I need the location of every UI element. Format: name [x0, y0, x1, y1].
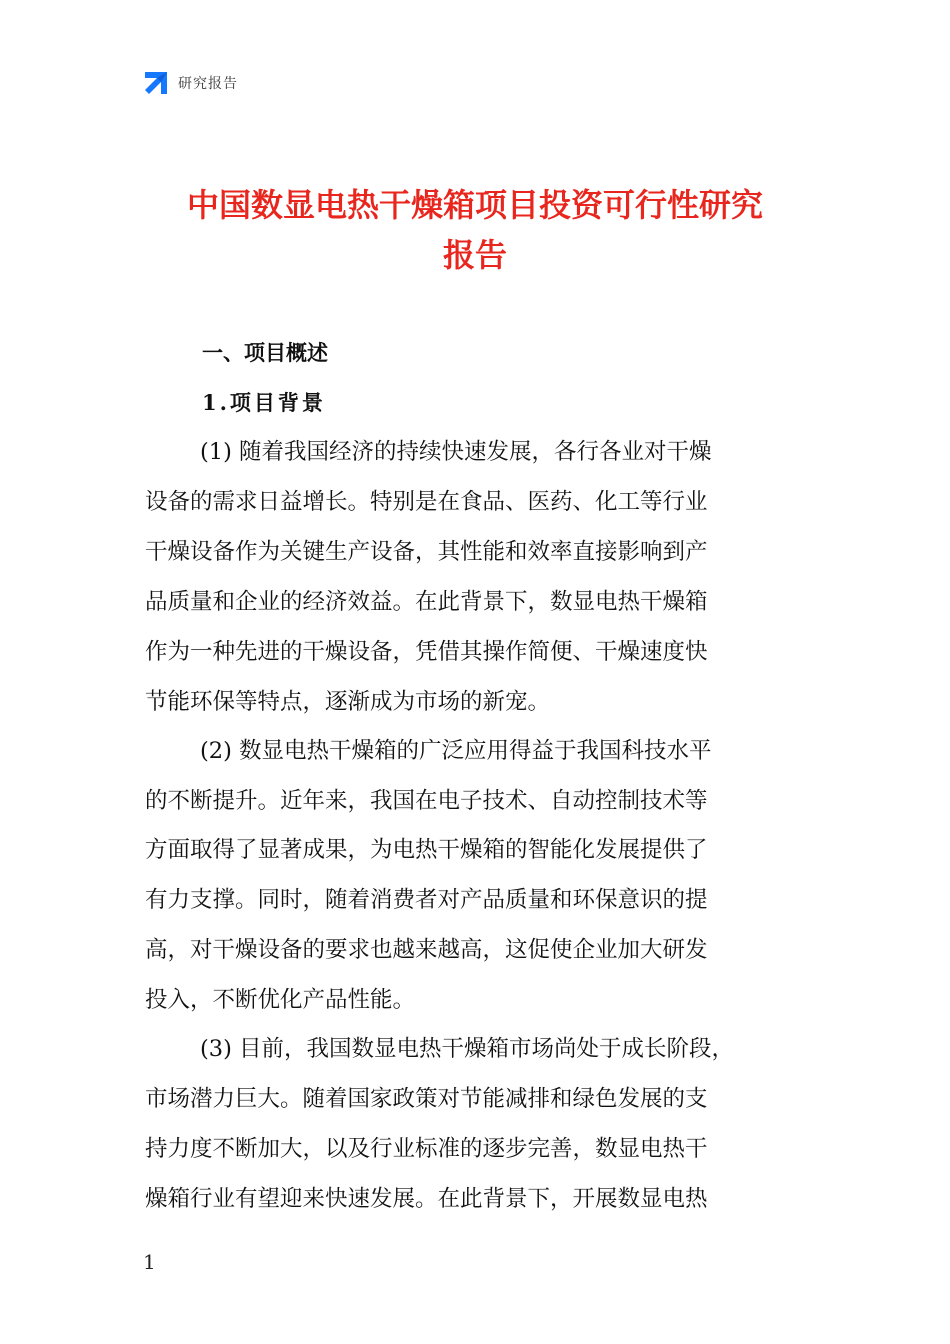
arrow-up-right-logo-icon [143, 70, 169, 96]
paragraph-3-line: 市场潜力巨大。随着国家政策对节能减排和绿色发展的支 [145, 1086, 708, 1112]
paragraph-3-line: 燥箱行业有望迎来快速发展。在此背景下，开展数显电热 [145, 1186, 708, 1212]
paragraph-2-line: 高，对干燥设备的要求也越来越高，这促使企业加大研发 [145, 937, 708, 963]
paragraph-2-line: 有力支撑。同时，随着消费者对产品质量和环保意识的提 [145, 887, 708, 913]
paragraph-1-line: (1) 随着我国经济的持续快速发展，各行各业对干燥 [200, 439, 712, 465]
paragraph-2-line: (2) 数显电热干燥箱的广泛应用得益于我国科技水平 [200, 738, 712, 764]
document-title-line-1: 中国数显电热干燥箱项目投资可行性研究 [186, 186, 763, 224]
paragraph-3-line: 持力度不断加大，以及行业标准的逐步完善，数显电热干 [145, 1136, 708, 1162]
paragraph-1-line: 节能环保等特点，逐渐成为市场的新宠。 [145, 689, 551, 715]
paragraph-1-line: 作为一种先进的干燥设备，凭借其操作简便、干燥速度快 [145, 639, 708, 665]
paragraph-3-line: (3) 目前，我国数显电热干燥箱市场尚处于成长阶段， [200, 1036, 735, 1062]
paragraph-1-line: 设备的需求日益增长。特别是在食品、医药、化工等行业 [145, 489, 708, 515]
section-heading: 一、项目概述 [202, 341, 328, 365]
paragraph-2-line: 方面取得了显著成果，为电热干燥箱的智能化发展提供了 [145, 837, 708, 863]
paragraph-1-line: 品质量和企业的经济效益。在此背景下，数显电热干燥箱 [145, 589, 708, 615]
header-label: 研究报告 [178, 76, 238, 92]
page-number: 1 [143, 1250, 156, 1274]
document-title-line-2: 报告 [442, 236, 507, 274]
paragraph-2-line: 的不断提升。近年来，我国在电子技术、自动控制技术等 [145, 788, 708, 814]
report-header [143, 70, 238, 96]
subsection-heading: 1.项目背景 [202, 390, 326, 415]
paragraph-1-line: 干燥设备作为关键生产设备，其性能和效率直接影响到产 [145, 539, 708, 565]
paragraph-2-line: 投入，不断优化产品性能。 [145, 987, 416, 1013]
